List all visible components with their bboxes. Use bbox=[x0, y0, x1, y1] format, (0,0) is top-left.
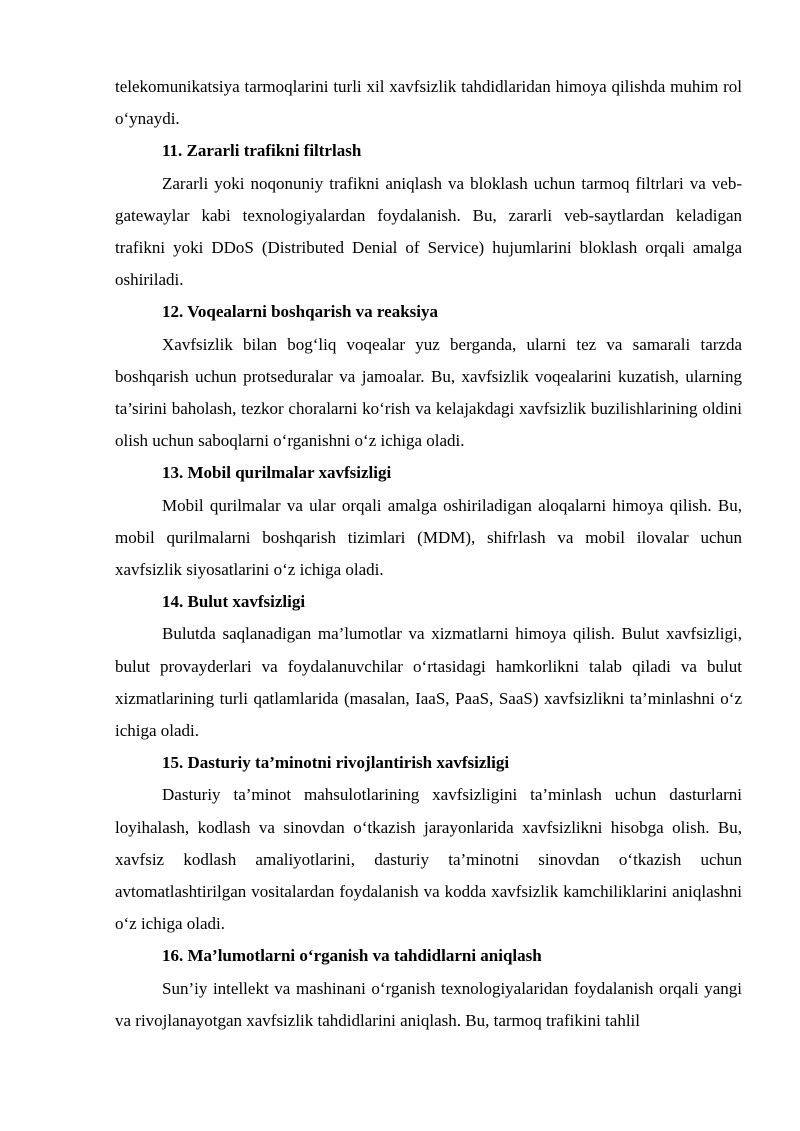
paragraph-14: Bulutda saqlanadigan ma’lumotlar va xizmatlarni himoya qilish. Bulut xavfsizligi, bulut provayderlari va foydalanuvchilar o‘rtasidagi hamkorlikni talab qiladi va bulut xizmatlarining turli qatlamlarida (masalan, IaaS, PaaS, SaaS) xavfsizlikni ta’minlashni o‘z ichiga oladi. bbox=[115, 624, 742, 741]
section-heading-15: 15. Dasturiy ta’minotni rivojlantirish xavfsizligi bbox=[162, 753, 510, 773]
section-heading-13: 13. Mobil qurilmalar xavfsizligi bbox=[162, 463, 392, 483]
section-heading-14: 14. Bulut xavfsizligi bbox=[162, 592, 306, 612]
paragraph-15: Dasturiy ta’minot mahsulotlarining xavfsizligini ta’minlash uchun dasturlarni loyihalash, kodlash va sinovdan o‘tkazish jarayonlarida xavfsizlikni hisobga olish. Bu, xavfsiz kodlash amaliyotlarini, dasturiy ta’minotni sinovdan o‘tkazish uchun avtomatlashtirilgan vositalardan foydalanish va kodda xavfsizlik kamchiliklarini aniqlashni o‘z ichiga oladi. bbox=[115, 785, 742, 934]
paragraph-intro-continued: telekomunikatsiya tarmoqlarini turli xil xavfsizlik tahdidlaridan himoya qilishda muhim rol o‘ynaydi. bbox=[115, 77, 742, 129]
paragraph-11: Zararli yoki noqonuniy trafikni aniqlash va bloklash uchun tarmoq filtrlari va veb-gatewaylar kabi texnologiyalardan foydalanish. Bu, zararli veb-saytlardan keladigan trafikni yoki DDoS (Distributed Denial of Service) hujumlarini bloklash orqali amalga oshiriladi. bbox=[115, 173, 742, 290]
paragraph-12: Xavfsizlik bilan bog‘liq voqealar yuz berganda, ularni tez va samarali tarzda boshqarish uchun protseduralar va jamoalar. Bu, xavfsizlik voqealarini kuzatish, ularning ta’sirini baholash, tezkor choralarni ko‘rish va kelajakdagi xavfsizlik buzilishlarining oldini olish uchun saboqlarni o‘rganishni o‘z ichiga oladi. bbox=[115, 334, 742, 451]
paragraph-13: Mobil qurilmalar va ular orqali amalga oshiriladigan aloqalarni himoya qilish. Bu, mobil qurilmalarni boshqarish tizimlari (MDM), shifrlash va mobil ilovalar uchun xavfsizlik siyosatlarini o‘z ichiga oladi. bbox=[115, 495, 742, 580]
paragraph-16: Sun’iy intellekt va mashinani o‘rganish texnologiyalaridan foydalanish orqali yangi va rivojlanayotgan xavfsizlik tahdidlarini aniqlash. Bu, tarmoq trafikini tahlil bbox=[115, 978, 742, 1030]
document-page bbox=[115, 71, 742, 1037]
section-heading-16: 16. Ma’lumotlarni o‘rganish va tahdidlarni aniqlash bbox=[162, 946, 542, 966]
section-heading-12: 12. Voqealarni boshqarish va reaksiya bbox=[162, 302, 439, 322]
section-heading-11: 11. Zararli trafikni filtrlash bbox=[162, 141, 362, 161]
